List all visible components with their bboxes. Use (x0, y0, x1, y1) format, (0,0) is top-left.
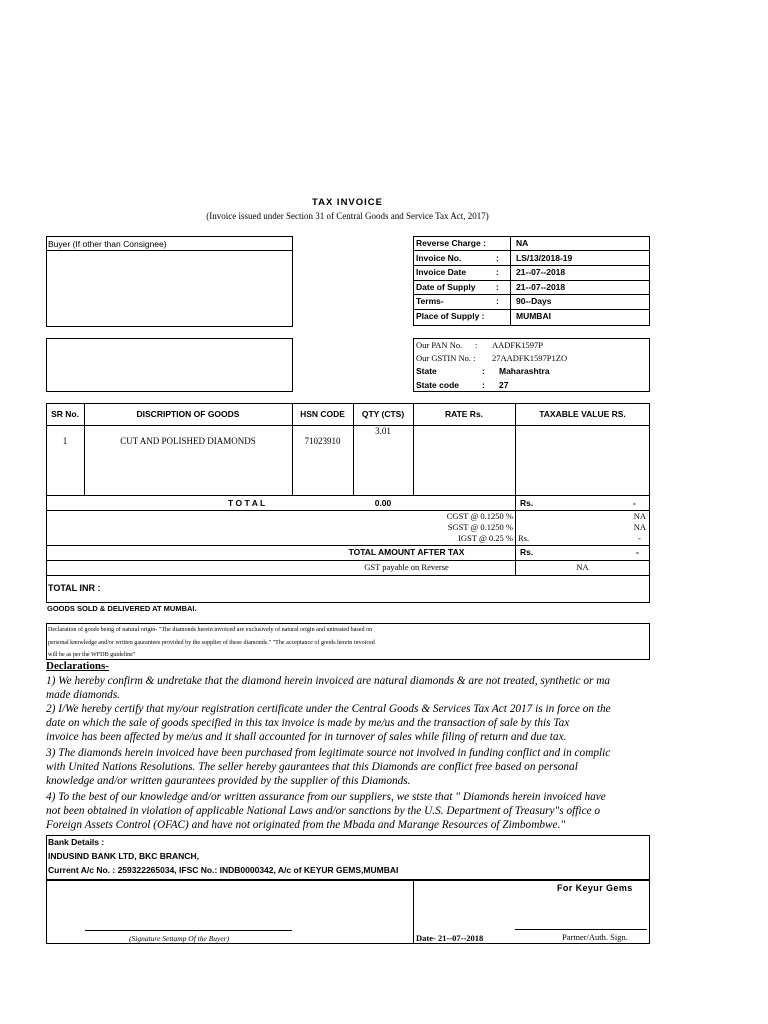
col-header-description: DISCRIPTION OF GOODS (136, 409, 240, 419)
col-header-qty: QTY (CTS) (361, 409, 405, 419)
reverse-charge-value: NA (516, 238, 529, 248)
supply-date-label: Date of Supply (416, 282, 476, 292)
buyer-label: Buyer (If other than Consignee) (48, 239, 167, 249)
col-header-taxable: TAXABLE VALUE RS. (539, 409, 626, 419)
place-of-supply-value: MUMBAI (516, 311, 551, 321)
natural-origin-line-1: Declaration of goods being of natural origin- "The diamonds herein invoiced are exclusively of natural origin and untreated based on (48, 627, 373, 633)
terms-value: 90--Days (516, 296, 552, 306)
declaration-line-1: 1) We hereby confirm & undretake that the diamond herein invoiced are natural diamonds & are not treated, synthetic or ma (46, 675, 611, 687)
supply-date-colon: : (496, 282, 499, 292)
buyer-signature-label: (Signature Settamp Of the Buyer) (129, 934, 230, 943)
row-qty: 3.01 (375, 426, 391, 436)
igst-label: IGST @ 0.25 % (458, 533, 513, 543)
sgst-value: NA (633, 522, 646, 532)
cgst-label: CGST @ 0.1250 % (446, 511, 513, 521)
goods-sold-note: GOODS SOLD & DELIVERED AT MUMBAI. (47, 604, 197, 613)
total-after-tax-rs: Rs. (520, 547, 534, 557)
gstin-value: 27AADFK1597P1ZO (492, 353, 568, 363)
total-after-tax-value: - (636, 547, 639, 557)
place-of-supply-label: Place of Supply : (416, 311, 485, 321)
reverse-charge-label: Reverse Charge : (416, 238, 486, 248)
for-company: For Keyur Gems (557, 883, 633, 893)
natural-origin-line-3: will be as per the WFDB guideline" (48, 652, 136, 658)
terms-label: Terms- (416, 296, 444, 306)
declaration-line-3: 2) I/We hereby certify that my/our registration certificate under the Central Goods & Services Tax Act 2017 is in force on the (46, 703, 611, 715)
declaration-line-8: knowledge and/or written gaurantees provided by the supplier of this Diamonds. (46, 775, 411, 787)
declaration-line-5: invoice has been affected by me/us and it shall accounted for in turnover of sales while filing of return and due tax. (46, 731, 567, 743)
igst-rs: Rs. (518, 533, 530, 543)
state-code-value: 27 (499, 380, 509, 390)
pan-colon: : (475, 340, 478, 350)
pan-value: AADFK1597P (492, 340, 544, 350)
state-value: Maharashtra (499, 366, 550, 376)
invoice-no-value: LS/13/2018-19 (516, 253, 573, 263)
bank-account: Current A/c No. : 259322265034, IFSC No.: INDB0000342, A/c of KEYUR GEMS,MUMBAI (48, 865, 399, 875)
row-description: CUT AND POLISHED DIAMONDS (120, 436, 256, 446)
cgst-value: NA (633, 511, 646, 521)
declaration-line-2: made diamonds. (46, 689, 121, 701)
total-inr-label: TOTAL INR : (48, 583, 101, 593)
col-header-hsn: HSN CODE (300, 409, 345, 419)
declaration-line-4: date on which the sale of goods specified in this tax invoice is made by me/us and the transaction of sale by this Tax (46, 717, 570, 729)
total-value: - (633, 498, 636, 508)
state-code-label: State code (416, 380, 459, 390)
col-header-rate: RATE Rs. (444, 409, 484, 419)
total-qty: 0.00 (374, 498, 392, 508)
terms-colon: : (496, 296, 499, 306)
signature-date: Date- 21--07--2018 (416, 933, 484, 943)
invoice-no-colon: : (496, 253, 499, 263)
invoice-date-value: 21--07--2018 (516, 267, 566, 277)
bank-title: Bank Details : (48, 837, 105, 847)
invoice-no-label: Invoice No. (416, 253, 462, 263)
gst-reverse-label: GST payable on Reverse (364, 562, 449, 572)
state-code-colon: : (482, 380, 485, 390)
supply-date-value: 21--07--2018 (516, 282, 566, 292)
invoice-date-label: Invoice Date (416, 267, 467, 277)
row-sr: 1 (62, 436, 68, 446)
sgst-label: SGST @ 0.1250 % (447, 522, 513, 532)
partner-signature-label: Partner/Auth. Sign. (562, 932, 628, 942)
declarations-title: Declarations- (46, 660, 109, 672)
natural-origin-line-2: personal knowledge and/or written gaurantees provided by the supplier of these diamonds." "The acceptance of goods herein invoiced (48, 640, 375, 646)
state-colon: : (482, 366, 485, 376)
invoice-subtitle: (Invoice issued under Section 31 of Central Goods and Service Tax Act, 2017) (206, 211, 489, 221)
invoice-title: TAX INVOICE (312, 197, 383, 208)
total-rs: Rs. (520, 498, 534, 508)
pan-label: Our PAN No. (416, 340, 463, 350)
total-after-tax-label: TOTAL AMOUNT AFTER TAX (348, 547, 465, 557)
declaration-line-9: 4) To the best of our knowledge and/or written assurance from our suppliers, we stste that " Diamonds herein invoiced have (46, 791, 606, 803)
total-label: T O T A L (228, 498, 266, 508)
col-header-sr: SR No. (51, 409, 79, 419)
row-hsn: 71023910 (304, 436, 341, 446)
gstin-label: Our GSTIN No. : (416, 353, 476, 363)
declaration-line-6: 3) The diamonds herein invoiced have been purchased from legitimate source not involved in funding conflict and in complic (46, 747, 611, 759)
igst-value: - (638, 533, 641, 543)
bank-name: INDUSIND BANK LTD, BKC BRANCH, (48, 851, 199, 861)
invoice-date-colon: : (496, 267, 499, 277)
declaration-line-7: with United Nations Resolutions. The seller hereby gaurantees that this Diamonds are conflict free based on personal (46, 761, 578, 773)
declaration-line-11: Foreign Assets Control (OFAC) and have not originated from the Mbada and Marange Resources of Zimbombwe." (46, 819, 566, 831)
declaration-line-10: not been obtained in violation of applicable National Laws and/or sanctions by the U.S. Department of Treasury"s office o (46, 805, 601, 817)
state-label: State (416, 366, 437, 376)
gst-reverse-value: NA (576, 562, 589, 572)
